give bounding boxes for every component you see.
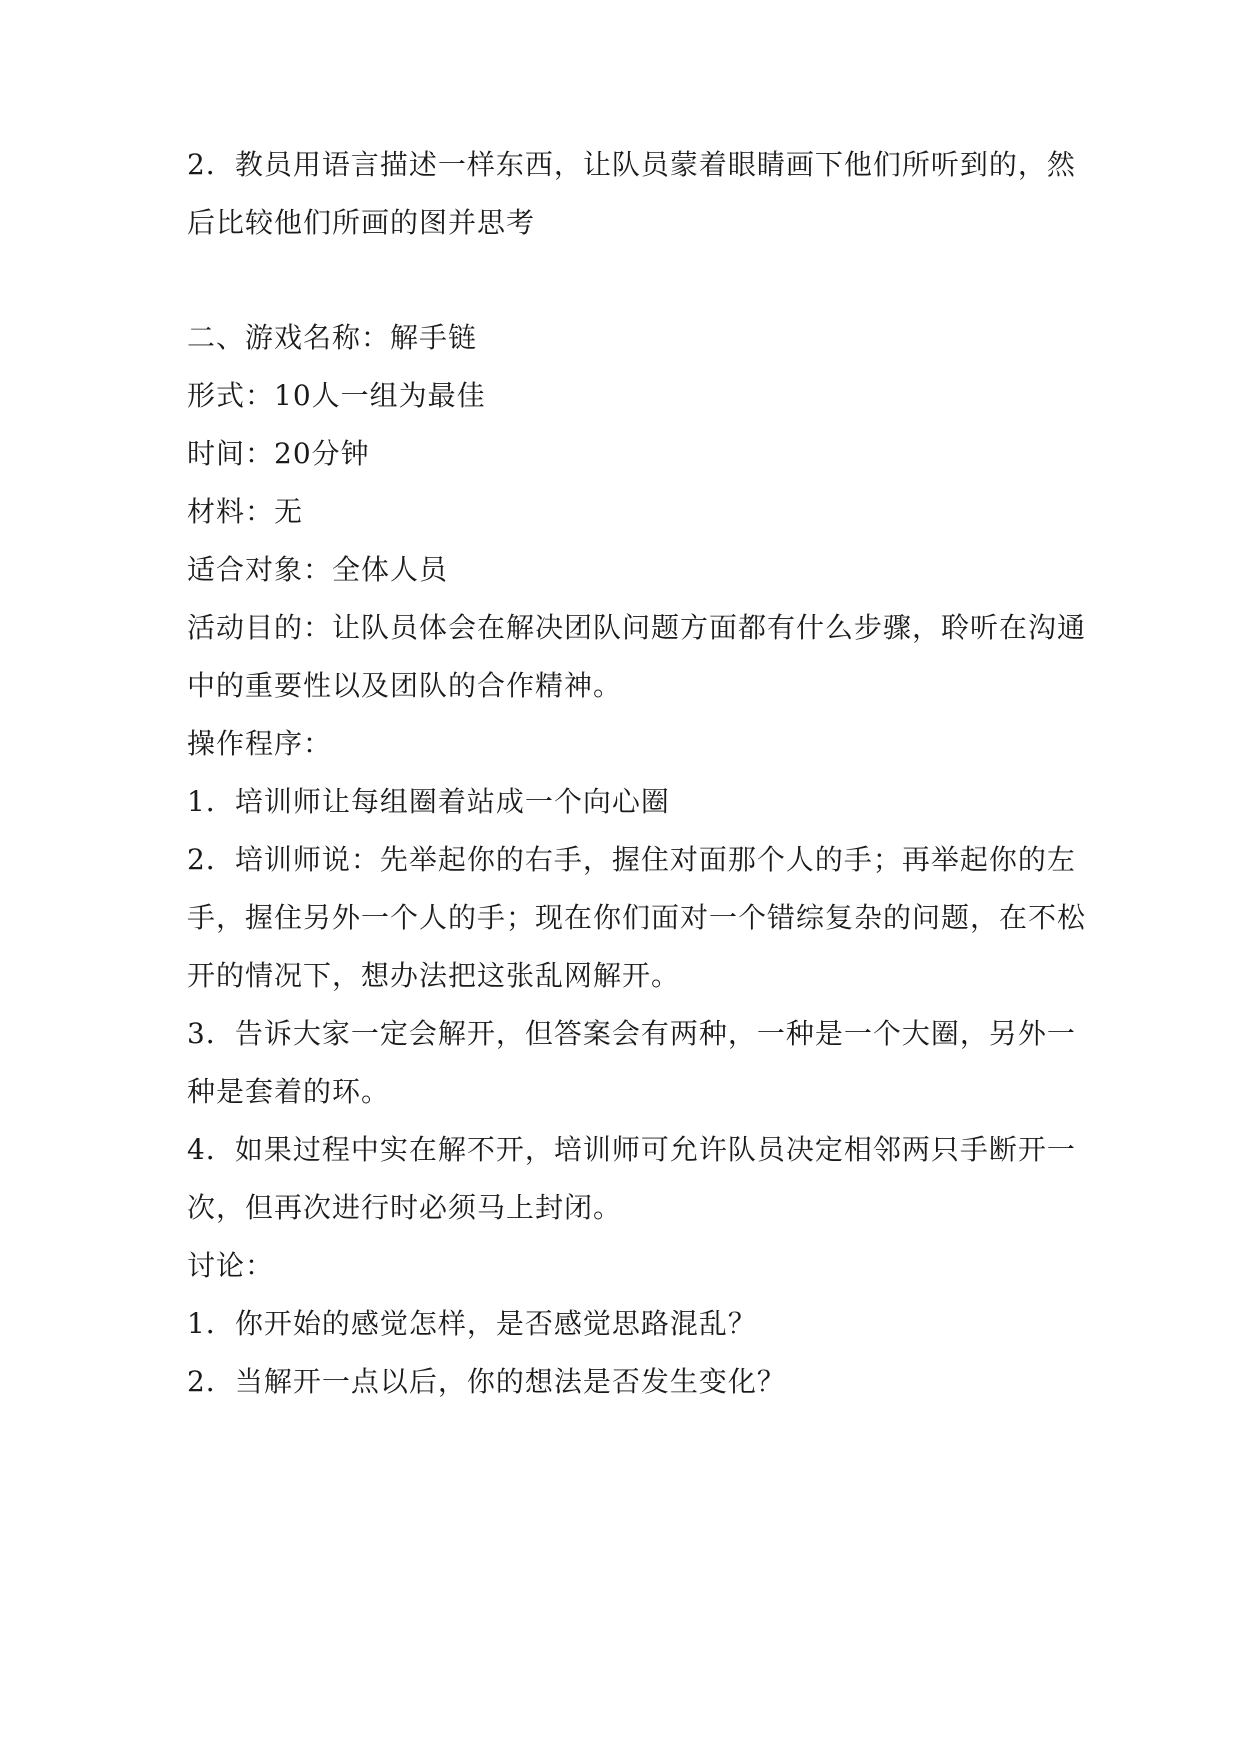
- step-1: 1．培训师让每组圈着站成一个向心圈: [187, 785, 670, 818]
- audience-line: 适合对象：全体人员: [187, 553, 449, 586]
- step-2-line3: 开的情况下，想办法把这张乱网解开。: [187, 959, 681, 992]
- intro-item-2-line1: 2．教员用语言描述一样东西，让队员蒙着眼睛画下他们所听到的，然: [187, 148, 1076, 181]
- step-2-line1: 2．培训师说：先举起你的右手，握住对面那个人的手；再举起你的左: [187, 843, 1076, 876]
- step-3-line2: 种是套着的环。: [187, 1075, 391, 1108]
- form-line: 形式：10人一组为最佳: [187, 379, 486, 412]
- procedure-heading: 操作程序：: [187, 727, 333, 760]
- discussion-heading: 讨论：: [187, 1249, 275, 1282]
- discussion-1: 1．你开始的感觉怎样，是否感觉思路混乱？: [187, 1307, 757, 1340]
- step-3-line1: 3．告诉大家一定会解开，但答案会有两种，一种是一个大圈，另外一: [187, 1017, 1076, 1050]
- step-4-line2: 次，但再次进行时必须马上封闭。: [187, 1191, 623, 1224]
- step-2-line2: 手，握住另外一个人的手；现在你们面对一个错综复杂的问题，在不松: [187, 901, 1087, 934]
- materials-line: 材料：无: [187, 495, 304, 528]
- intro-item-2-line2: 后比较他们所画的图并思考: [187, 206, 536, 239]
- discussion-2: 2．当解开一点以后，你的想法是否发生变化？: [187, 1365, 786, 1398]
- purpose-line1: 活动目的：让队员体会在解决团队问题方面都有什么步骤，聆听在沟通: [187, 611, 1087, 644]
- time-line: 时间：20分钟: [187, 437, 370, 470]
- step-4-line1: 4．如果过程中实在解不开，培训师可允许队员决定相邻两只手断开一: [187, 1133, 1076, 1166]
- purpose-line2: 中的重要性以及团队的合作精神。: [187, 669, 623, 702]
- game-title: 二、游戏名称：解手链: [187, 321, 478, 354]
